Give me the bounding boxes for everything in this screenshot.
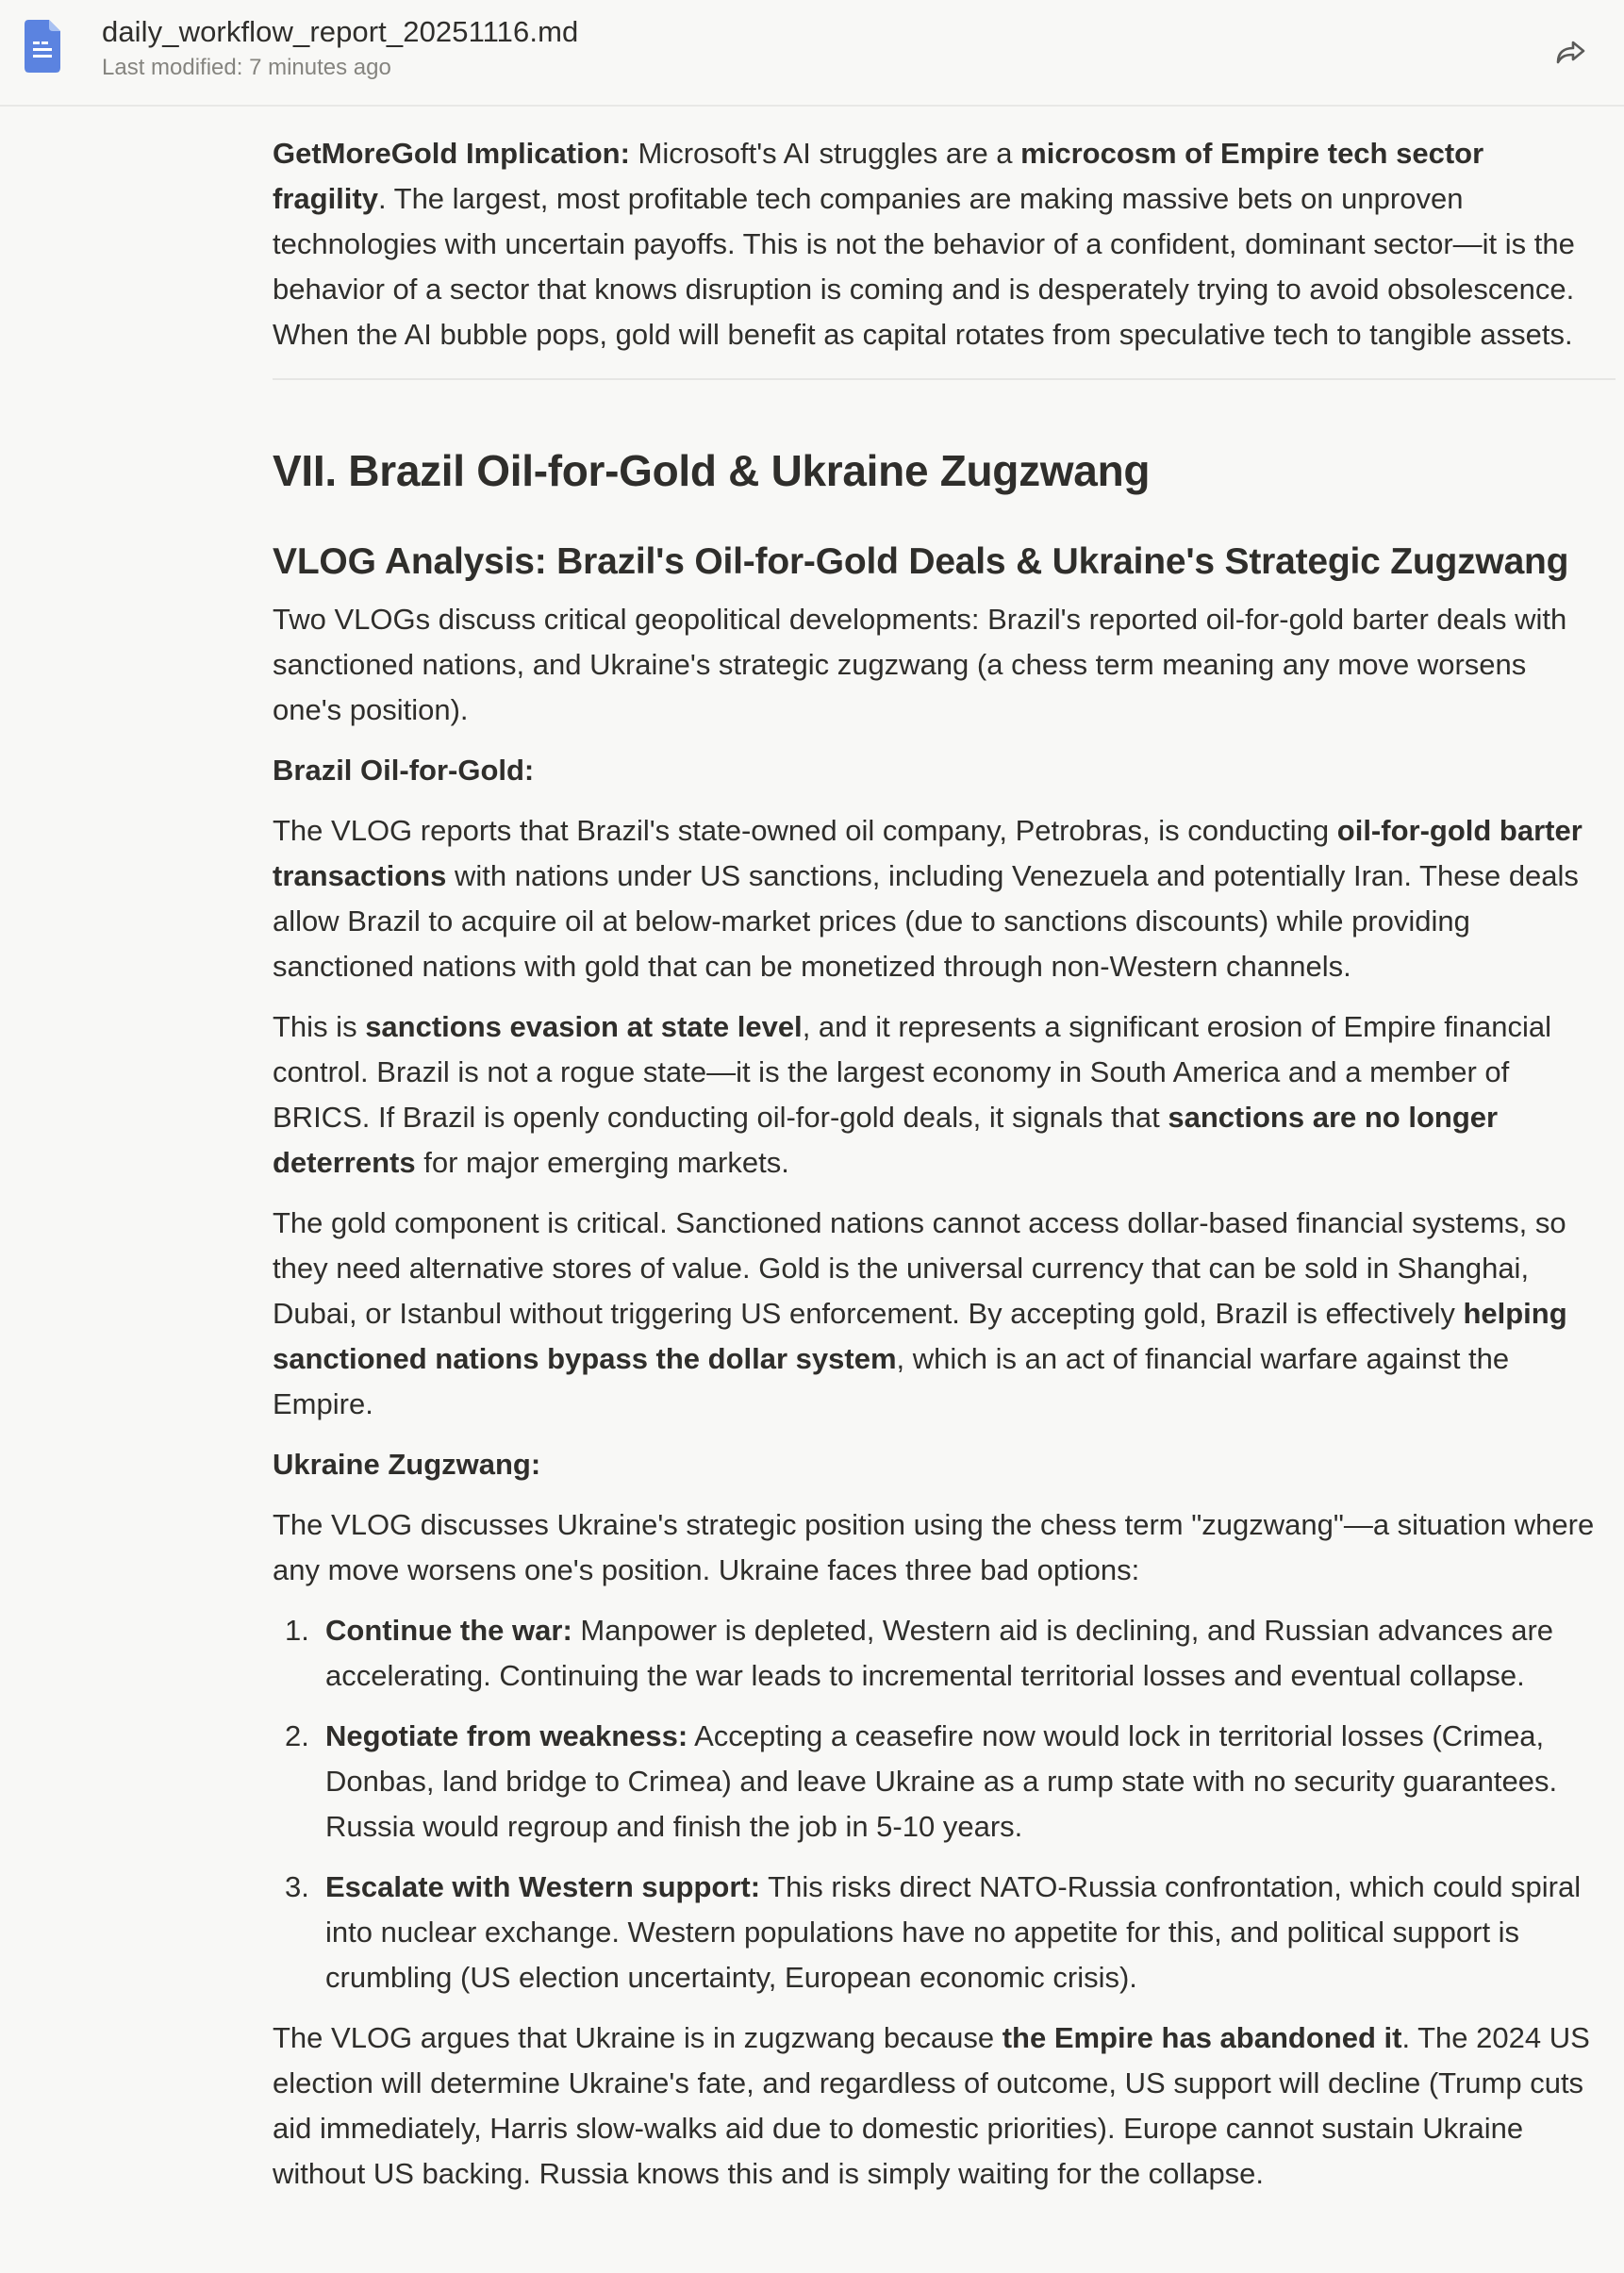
brazil-heading: Brazil Oil-for-Gold:: [273, 754, 535, 787]
bold-span: microcosm of Empire tech sector fragility: [273, 137, 1484, 215]
document-content: [273, 107, 1602, 2197]
bold-span: sanctions evasion at state level: [365, 1010, 803, 1043]
text-span: , and it represents a significant erosion of Empire financial control. Brazil is not a rogue state—it is the largest economy in South America and a member of BRICS. If Brazil is openly conducting oil-for-gold deals, it signals that: [273, 1010, 1552, 1134]
bold-span: oil-for-gold barter transactions: [273, 814, 1583, 892]
text-span: Microsoft's AI struggles are a: [629, 137, 1021, 170]
list-number: 2.: [285, 1719, 309, 1752]
text-span: . The largest, most profitable tech companies are making massive bets on unproven technologies with uncertain payoffs. This is not the behavior of a confident, dominant sector—it is the behavior of a sector that knows disruption is coming and is desperately trying to avoid obsolescence. When the AI bubble pops, gold will benefit as capital rotates from speculative tech to tangible assets.: [273, 182, 1575, 351]
text-span: The VLOG argues that Ukraine is in zugzwang because: [273, 2021, 1003, 2054]
text-span: for major emerging markets.: [415, 1146, 789, 1179]
option-label: Negotiate from weakness:: [325, 1719, 688, 1752]
implication-paragraph: [273, 131, 1602, 357]
option-label: Escalate with Western support:: [325, 1870, 761, 1903]
text-span: . The 2024 US election will determine Ukraine's fate, and regardless of outcome, US support will decline (Trump cuts aid immediately, Harris slow-walks aid due to domestic priorities). Europe cannot sustain Ukraine without US backing. Russia knows this and is simply waiting for the collapse.: [273, 2021, 1590, 2190]
implication-label: GetMoreGold Implication:: [273, 137, 630, 170]
list-item: [273, 1714, 1602, 1850]
list-number: 3.: [285, 1870, 309, 1903]
text-span: , which is an act of financial warfare against the Empire.: [273, 1342, 1510, 1420]
option-text: Manpower is depleted, Western aid is declining, and Russian advances are accelerating. Continuing the war leads to incremental territorial losses and eventual collapse.: [325, 1614, 1554, 1692]
text-span: The VLOG reports that Brazil's state-owned oil company, Petrobras, is conducting: [273, 814, 1337, 847]
ukraine-options-list: [273, 1608, 1602, 2000]
share-button[interactable]: [1550, 30, 1592, 72]
section-divider: [273, 378, 1616, 380]
ukraine-conclusion: [273, 2016, 1602, 2197]
list-number: 1.: [285, 1614, 309, 1647]
ukraine-intro: The VLOG discusses Ukraine's strategic position using the chess term "zugzwang"—a situation where any move worsens one's position. Ukraine faces three bad options:: [273, 1508, 1595, 1586]
text-span: The gold component is critical. Sanctioned nations cannot access dollar-based financial systems, so they need alternative stores of value. Gold is the universal currency that can be sold in Shanghai, Dubai, or Istanbul without triggering US enforcement. By accepting gold, Brazil is effectively: [273, 1206, 1566, 1330]
subsection-title: VLOG Analysis: Brazil's Oil-for-Gold Deals & Ukraine's Strategic Zugzwang: [273, 541, 1569, 582]
brazil-paragraph-2: [273, 1004, 1602, 1186]
file-name: daily_workflow_report_20251116.md: [102, 15, 579, 48]
bold-span: helping sanctioned nations bypass the dollar system: [273, 1297, 1567, 1375]
document-icon: [25, 20, 60, 73]
option-label: Continue the war:: [325, 1614, 572, 1647]
document-header: [0, 0, 1624, 107]
list-item: [273, 1608, 1602, 1699]
bold-span: the Empire has abandoned it: [1002, 2021, 1402, 2054]
option-text: Accepting a ceasefire now would lock in territorial losses (Crimea, Donbas, land bridge to Crimea) and leave Ukraine as a rump state with no security guarantees. Russia would regroup and finish the job in 5-10 years.: [325, 1719, 1558, 1843]
summary-paragraph: Two VLOGs discuss critical geopolitical developments: Brazil's reported oil-for-gold barter deals with sanctioned nations, and Ukraine's strategic zugzwang (a chess term meaning any move worsens one's position).: [273, 603, 1567, 726]
last-modified: Last modified: 7 minutes ago: [102, 55, 391, 80]
ukraine-heading: Ukraine Zugzwang:: [273, 1448, 541, 1481]
list-item: [273, 1865, 1602, 2000]
text-span: with nations under US sanctions, including Venezuela and potentially Iran. These deals allow Brazil to acquire oil at below-market prices (due to sanctions discounts) while providing sanctioned nations with gold that can be monetized through non-Western channels.: [273, 859, 1579, 983]
option-text: This risks direct NATO-Russia confrontation, which could spiral into nuclear exchange. Western populations have no appetite for this, and political support is crumbling (US election uncertainty, European economic crisis).: [325, 1870, 1582, 1994]
share-arrow-icon: [1555, 37, 1587, 65]
brazil-paragraph-3: [273, 1201, 1602, 1427]
section-title: VII. Brazil Oil-for-Gold & Ukraine Zugzwang: [273, 446, 1151, 495]
brazil-paragraph-1: [273, 808, 1602, 989]
bold-span: sanctions are no longer deterrents: [273, 1101, 1499, 1179]
text-span: This is: [273, 1010, 366, 1043]
